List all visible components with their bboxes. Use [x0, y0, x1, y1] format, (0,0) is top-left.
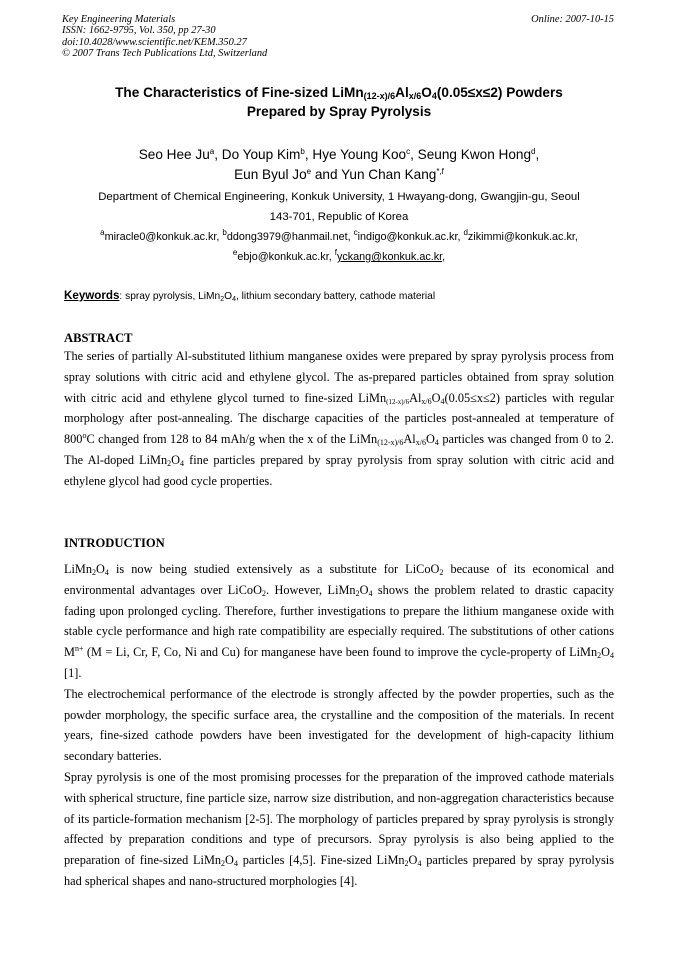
- title-line-2: Prepared by Spray Pyrolysis: [246, 104, 432, 119]
- affiliation-line-1: Department of Chemical Engineering, Konkuk University, 1 Hwayang-dong, Gwangjin-gu, Seoul: [98, 191, 580, 203]
- introduction-body: [64, 559, 614, 892]
- intro-paragraph-2: The electrochemical performance of the electrode is strongly affected by the powder properties, such as the powder morphology, the specific surface area, the crystalline and the composition of the materials. In recent years, fine-sized cathode powders have been investigated for the development of high-capacity lithium secondary batteries.: [64, 686, 614, 764]
- affiliation-line-2: 143-701, Republic of Korea: [269, 211, 409, 223]
- author-line-2: Eun Byul Jo$^e$ and Yun Chan Kang$^{*,f}$: [234, 167, 444, 182]
- journal-copyright: © 2007 Trans Tech Publications Ltd, Switzerland: [62, 48, 268, 60]
- author-list: [62, 145, 616, 185]
- intro-paragraph-3: Spray pyrolysis is one of the most promising processes for the preparation of the improved cathode materials with spherical structure, fine particle size, narrow size distribution, and non-aggregation characteristics because of its particle-formation mechanism [2-5]. The morphology of particles prepared by spray pyrolysis is strongly affected by preparation conditions and type of precursors. Spray pyrolysis is also being applied to the preparation of fine-sized $LiMn_2O_4$ particles [4,5]. Fine-sized $LiMn_2O_4$ particles prepared by spray pyrolysis had spherical shapes and nano-structured morphologies [4].: [64, 769, 614, 888]
- author-line-1: Seo Hee Ju$^a$, Do Youp Kim$^b$, Hye Young Koo$^c$, Seung Kwon Hong$^d$,: [138, 147, 540, 162]
- journal-issn: ISSN: 1662-9795, Vol. 350, pp 27-30: [62, 25, 216, 37]
- intro-paragraph-1: $LiMn_2O_4$ is now being studied extensively as a substitute for LiCoO$_2$ because of its economical and environmental advantages over LiCoO$_2$. However, $LiMn_2O_4$ shows the problem related to drastic capacity fading upon prolonged cycling. Therefore, further investigations to prepare the lithium manganese oxide with stable cycle performance and high rate compatibility are especially required. The substitutions of other cations $M^{n+}$ (M = Li, Cr, F, Co, Ni and Cu) for manganese have been found to improve the cycle-property of $LiMn_2O_4$ [1].: [64, 562, 615, 680]
- email-b[interactable]: ddong3979@hanmail.net,: [226, 231, 354, 243]
- title-line-1: The Characteristics of Fine-sized $LiMn_{(12-x)/6}Al_{x/6}O_4(0.05\le x\le 2)$ Powders: [115, 85, 563, 101]
- online-date: Online: 2007-10-15: [531, 14, 614, 25]
- email-f-link[interactable]: yckang@konkuk.ac.kr: [336, 251, 443, 263]
- introduction-heading: INTRODUCTION: [64, 536, 165, 550]
- affiliation: [62, 187, 616, 227]
- abstract-heading: ABSTRACT: [64, 331, 133, 345]
- email-line-2: $^e$ebjo@konkuk.ac.kr, $^f$yckang@konkuk.ac.kr,: [232, 248, 446, 263]
- abstract-body: The series of partially Al-substituted lithium manganese oxides were prepared by spray pyrolysis process from spray solutions with citric acid and ethylene glycol. The as-prepared particles obtained from spray solution with citric acid and ethylene glycol turned to fine-sized $LiMn_{(12-x)/6}Al_{x/6}O_4(0.05\le x\le 2)$ particles with regular morphology after post-annealing. The discharge capacities of the particles post-annealed at temperature of 800$^o$C changed from 128 to 84 mAh/g when the x of the $LiMn_{(12-x)/6}Al_{x/6}O_4$ particles was changed from 0 to 2. The Al-doped $LiMn_2O_4$ fine particles prepared by spray pyrolysis from spray solution with citric acid and ethylene glycol had good cycle properties.: [64, 349, 615, 488]
- paper-title: [62, 83, 616, 121]
- keywords-line: Keywords: spray pyrolysis, $LiMn_2O_4$, lithium secondary battery, cathode material: [64, 289, 436, 303]
- email-e[interactable]: ebjo@konkuk.ac.kr,: [237, 251, 335, 263]
- email-d[interactable]: zikimmi@konkuk.ac.kr,: [467, 231, 578, 243]
- journal-doi[interactable]: doi:10.4028/www.scientific.net/KEM.350.27: [62, 36, 247, 48]
- journal-header: [62, 14, 267, 60]
- keywords-label: Keywords: [64, 289, 120, 302]
- author-emails: [62, 227, 616, 267]
- email-c[interactable]: indigo@konkuk.ac.kr,: [357, 231, 464, 243]
- email-a[interactable]: miracle0@konkuk.ac.kr,: [104, 231, 223, 243]
- journal-name: Key Engineering Materials: [62, 14, 176, 25]
- email-line-1: $^a$miracle0@konkuk.ac.kr, $^b$ddong3979@hanmail.net, $^c$indigo@konkuk.ac.kr, $^d$zikimmi@konkuk.ac.kr,: [100, 228, 578, 243]
